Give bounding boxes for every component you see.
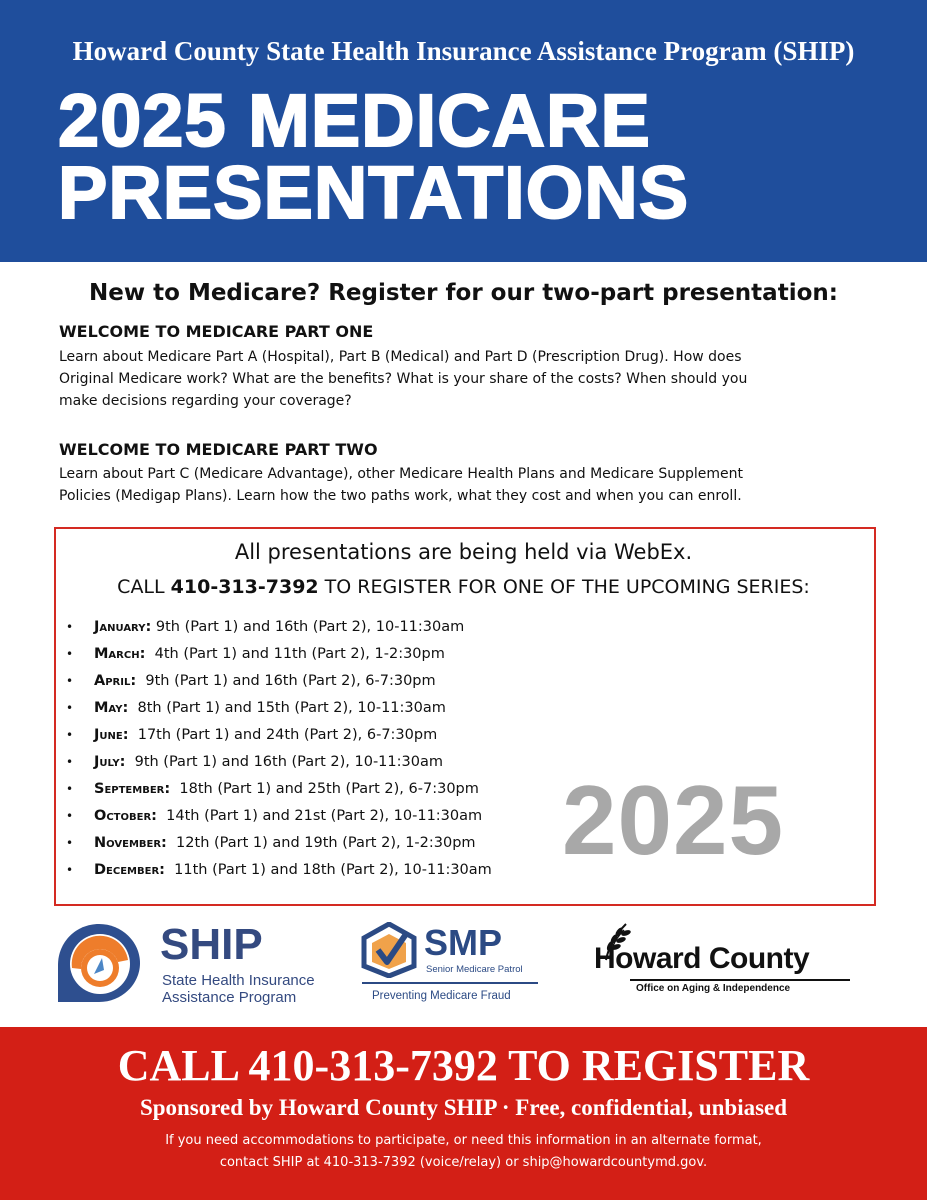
footer-call-to-register: CALL 410-313-7392 TO REGISTER — [117, 1041, 810, 1090]
program-name: Howard County State Health Insurance Assistance Program (SHIP) — [72, 36, 855, 66]
schedule-item — [66, 722, 586, 749]
schedule-details: 9th (Part 1) and 16th (Part 2), 6-7:30pm — [136, 673, 436, 689]
schedule-details: 14th (Part 1) and 21st (Part 2), 10-11:30am — [156, 808, 483, 824]
register-prefix: CALL — [117, 576, 171, 598]
ship-logo-fullname — [162, 972, 315, 1006]
schedule-details: 9th (Part 1) and 16th (Part 2), 10-11:30am — [151, 619, 465, 635]
part-two-line: Learn about Part C (Medicare Advantage), other Medicare Health Plans and Medicare Supplement — [59, 466, 743, 482]
footer-accommodations-line: If you need accommodations to participate, or need this information in an alternate format, — [165, 1133, 762, 1148]
ship-logo — [54, 920, 354, 1010]
webex-notice: All presentations are being held via WebEx. — [234, 540, 693, 564]
schedule-item — [66, 641, 586, 668]
schedule-month: October: — [94, 808, 157, 824]
ship-logo-line: State Health Insurance — [162, 972, 315, 989]
part-one-line: make decisions regarding your coverage? — [59, 393, 352, 409]
bullet-icon: • — [66, 836, 74, 850]
part-one-line: Learn about Medicare Part A (Hospital), Part B (Medical) and Part D (Prescription Drug). How does — [59, 349, 742, 365]
schedule-item — [66, 803, 586, 830]
bullet-icon: • — [66, 863, 74, 877]
part-two-heading: WELCOME TO MEDICARE PART TWO — [59, 440, 378, 459]
register-phone[interactable]: 410-313-7392 — [170, 576, 319, 598]
schedule-item — [66, 857, 586, 884]
schedule-item — [66, 830, 586, 857]
schedule-month: April: — [94, 673, 137, 689]
schedule-item — [66, 695, 586, 722]
schedule-month: July: — [94, 754, 126, 770]
schedule-details: 12th (Part 1) and 19th (Part 2), 1-2:30pm — [166, 835, 476, 851]
title-line-2: PRESENTATIONS — [58, 151, 690, 234]
bullet-icon: • — [66, 701, 74, 715]
schedule-details: 8th (Part 1) and 15th (Part 2), 10-11:30am — [128, 700, 446, 716]
schedule-month: November: — [94, 835, 167, 851]
title-line-1: 2025 MEDICARE — [58, 79, 651, 162]
schedule-month: September: — [94, 781, 171, 797]
smp-shield-check-icon — [360, 922, 418, 978]
register-suffix: TO REGISTER FOR ONE OF THE UPCOMING SERIES: — [318, 576, 810, 598]
smp-logo-name: SMP — [424, 922, 503, 963]
howard-county-logo — [594, 920, 864, 1010]
schedule-details: 4th (Part 1) and 11th (Part 2), 1-2:30pm — [145, 646, 445, 662]
schedule-month: March: — [94, 646, 146, 662]
part-two-description — [59, 463, 879, 507]
schedule-month: May: — [94, 700, 129, 716]
schedule-details: 11th (Part 1) and 18th (Part 2), 10-11:30am — [164, 862, 492, 878]
bullet-icon: • — [66, 620, 74, 634]
year-watermark: 2025 — [562, 765, 785, 875]
schedule-details: 18th (Part 1) and 25th (Part 2), 6-7:30pm — [170, 781, 479, 797]
footer-sponsor: Sponsored by Howard County SHIP · Free, confidential, unbiased — [139, 1095, 788, 1120]
part-one-line: Original Medicare work? What are the benefits? What is your share of the costs? When should you — [59, 371, 748, 387]
schedule-item — [66, 776, 586, 803]
howard-county-subtitle: Office on Aging & Independence — [636, 983, 791, 994]
part-two-line: Policies (Medigap Plans). Learn how the two paths work, what they cost and when you can enroll. — [59, 488, 742, 504]
smp-divider — [362, 982, 538, 984]
schedule-month: January: — [94, 619, 152, 635]
register-instructions — [0, 576, 927, 598]
smp-logo — [360, 920, 540, 1010]
howard-county-divider — [630, 979, 850, 981]
schedule-details: 17th (Part 1) and 24th (Part 2), 6-7:30pm — [128, 727, 438, 743]
intro-subheading: New to Medicare? Register for our two-part presentation: — [89, 280, 838, 306]
bullet-icon: • — [66, 755, 74, 769]
schedule-month: December: — [94, 862, 165, 878]
bullet-icon: • — [66, 674, 74, 688]
howard-county-name: Howard County — [594, 942, 810, 975]
footer-contact-line: contact SHIP at 410-313-7392 (voice/relay) or ship@howardcountymd.gov. — [219, 1155, 708, 1170]
bullet-icon: • — [66, 782, 74, 796]
ship-logo-icon — [54, 920, 144, 1006]
schedule-item — [66, 749, 586, 776]
schedule-list — [66, 614, 586, 884]
smp-logo-tagline: Preventing Medicare Fraud — [372, 990, 511, 1002]
ship-logo-line: Assistance Program — [162, 989, 297, 1006]
bullet-icon: • — [66, 647, 74, 661]
schedule-month: June: — [94, 727, 129, 743]
bullet-icon: • — [66, 728, 74, 742]
part-one-heading: WELCOME TO MEDICARE PART ONE — [59, 322, 374, 341]
schedule-item — [66, 668, 586, 695]
part-one-description — [59, 346, 879, 412]
ship-logo-name: SHIP — [160, 920, 263, 969]
schedule-item — [66, 614, 586, 641]
bullet-icon: • — [66, 809, 74, 823]
schedule-details: 9th (Part 1) and 16th (Part 2), 10-11:30am — [125, 754, 443, 770]
smp-logo-subtitle: Senior Medicare Patrol — [426, 964, 523, 975]
